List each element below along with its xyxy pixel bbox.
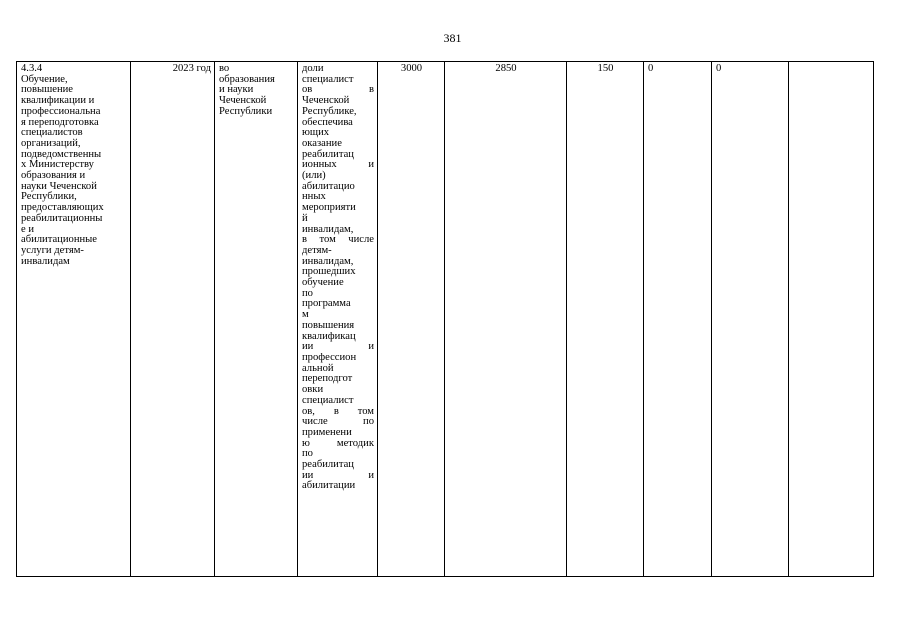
indicator-line: числе по [302, 416, 374, 428]
indicator-line: нных [302, 191, 326, 203]
indicator-line: повышения [302, 319, 355, 331]
indicator-line: доли [302, 63, 324, 74]
indicator-line: детям- [302, 244, 332, 256]
year-cell: 2023 год [131, 62, 215, 577]
indicator-line: по [302, 287, 313, 299]
indicator-line: специалист [302, 73, 354, 85]
indicator-line: ии и [302, 469, 374, 481]
indicator-line: альной [302, 362, 334, 374]
item-cell: 4.3.4 Обучение, повышение квалификации и профессиональна я переподготовка специалистов организаций, подведомственны х Министерству образования и науки Чеченской Республики, предоставляющих реабилитационны е и абилитационные услуги детям- инвалидам [17, 62, 131, 577]
indicator-line: ии и [302, 341, 374, 353]
indicator-line: ионных и [302, 159, 374, 171]
indicator-line: инвалидам, [302, 223, 354, 235]
indicator-line: реабилитац [302, 148, 354, 160]
indicator-line: профессион [302, 351, 357, 363]
value-cell-4: 0 [644, 62, 712, 577]
indicator-line: в том числе [302, 234, 374, 246]
value-cell-3: 150 [567, 62, 644, 577]
value-cell-6 [789, 62, 874, 577]
value-cell-2: 2850 [445, 62, 567, 577]
indicator-line: Республике, [302, 105, 357, 117]
page-number: 381 [443, 31, 462, 45]
indicator-line: Чеченской [302, 95, 350, 107]
indicator-line: по [302, 448, 313, 460]
indicator-line: оказание [302, 137, 342, 149]
indicator-line: квалификац [302, 330, 356, 342]
indicator-line: инвалидам, [302, 255, 354, 267]
indicator-line: переподгот [302, 373, 353, 385]
indicator-line: применени [302, 426, 352, 438]
table-row [17, 62, 874, 577]
indicator-line: абилитации [302, 480, 356, 492]
indicator-line: (или) [302, 170, 326, 182]
indicator-line: й [302, 212, 308, 224]
indicator-line: реабилитац [302, 459, 354, 471]
indicator-line: абилитацио [302, 180, 355, 192]
indicator-line: специалист [302, 394, 354, 406]
indicator-line: ов, в том [302, 405, 374, 417]
indicator-line: программа [302, 298, 351, 310]
indicator-line: обеспечива [302, 116, 353, 128]
value-total-cell: 3000 [378, 62, 445, 577]
indicator-line: обучение [302, 277, 344, 289]
indicator-line: прошедших [302, 266, 356, 278]
indicator-line: ю методик [302, 437, 374, 449]
executor-cell: во образования и науки Чеченской Республики [215, 62, 298, 577]
indicator-line: ющих [302, 127, 330, 139]
indicator-line: ов в [302, 84, 374, 96]
program-table [16, 61, 874, 577]
indicator-line: овки [302, 384, 324, 396]
indicator-line: м [302, 309, 309, 321]
value-cell-5: 0 [712, 62, 789, 577]
indicator-cell [298, 62, 378, 577]
indicator-line: мероприяти [302, 202, 356, 214]
